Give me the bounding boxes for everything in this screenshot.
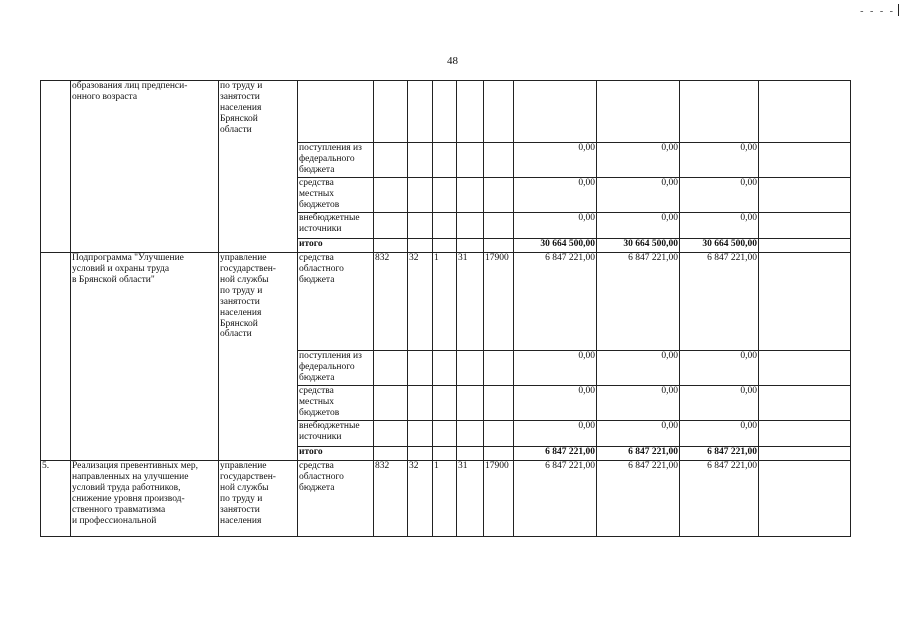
budget-table bbox=[40, 80, 851, 537]
total-value: 6 847 221,00 bbox=[514, 447, 597, 461]
total-value: 30 664 500,00 bbox=[597, 239, 680, 253]
value-cell: 0,00 bbox=[514, 143, 597, 178]
code-cell: 832 bbox=[374, 461, 408, 537]
value-cell bbox=[597, 81, 680, 143]
value-cell: 0,00 bbox=[597, 178, 680, 213]
corner-mark: - - - - bbox=[860, 6, 895, 17]
source-cell: средства местных бюджетов bbox=[298, 178, 374, 213]
value-cell bbox=[514, 81, 597, 143]
value-cell: 0,00 bbox=[680, 213, 759, 239]
code-cell: 31 bbox=[457, 461, 484, 537]
note-cell bbox=[759, 81, 851, 143]
code-cell: 32 bbox=[408, 253, 433, 351]
value-cell: 0,00 bbox=[597, 386, 680, 421]
note-cell bbox=[759, 461, 851, 537]
source-cell: поступления из федерального бюджета bbox=[298, 143, 374, 178]
source-cell bbox=[298, 81, 374, 143]
value-cell: 0,00 bbox=[597, 421, 680, 447]
value-cell: 6 847 221,00 bbox=[597, 461, 680, 537]
value-cell: 0,00 bbox=[514, 351, 597, 386]
table-row bbox=[41, 461, 851, 537]
row-number-cell: 5. bbox=[41, 461, 71, 537]
value-cell: 0,00 bbox=[597, 143, 680, 178]
code-cell bbox=[457, 81, 484, 143]
corner-bar bbox=[898, 4, 899, 16]
value-cell: 0,00 bbox=[514, 178, 597, 213]
total-label: итого bbox=[298, 447, 374, 461]
total-value: 30 664 500,00 bbox=[680, 239, 759, 253]
page-number: 48 bbox=[447, 55, 458, 67]
value-cell bbox=[680, 81, 759, 143]
value-cell: 0,00 bbox=[514, 386, 597, 421]
source-cell: средства областного бюджета bbox=[298, 253, 374, 351]
value-cell: 0,00 bbox=[680, 386, 759, 421]
table-row bbox=[41, 81, 851, 143]
value-cell: 6 847 221,00 bbox=[514, 253, 597, 351]
code-cell bbox=[433, 81, 457, 143]
code-cell: 31 bbox=[457, 253, 484, 351]
value-cell: 0,00 bbox=[680, 178, 759, 213]
code-cell bbox=[374, 81, 408, 143]
note-cell bbox=[759, 253, 851, 351]
source-cell: средства местных бюджетов bbox=[298, 386, 374, 421]
source-cell: внебюджетные источники bbox=[298, 421, 374, 447]
value-cell: 0,00 bbox=[597, 351, 680, 386]
value-cell: 0,00 bbox=[680, 351, 759, 386]
total-value: 6 847 221,00 bbox=[597, 447, 680, 461]
total-value: 6 847 221,00 bbox=[680, 447, 759, 461]
executor-cell: управление государствен- ной службы по труду и занятости населения Брянской области bbox=[219, 253, 298, 461]
code-cell bbox=[484, 81, 514, 143]
source-cell: внебюджетные источники bbox=[298, 213, 374, 239]
code-cell: 17900 bbox=[484, 461, 514, 537]
measure-name-cell: образования лиц предпенси- онного возраста bbox=[71, 81, 219, 253]
value-cell: 0,00 bbox=[514, 213, 597, 239]
code-cell bbox=[408, 81, 433, 143]
executor-cell: по труду и занятости населения Брянской области bbox=[219, 81, 298, 253]
value-cell: 6 847 221,00 bbox=[597, 253, 680, 351]
measure-name-cell: Реализация превентивных мер, направленных на улучшение условий труда работников, снижение уровня производ- ственного травматизма и профессиональной bbox=[71, 461, 219, 537]
executor-cell: управление государствен- ной службы по труду и занятости населения bbox=[219, 461, 298, 537]
code-cell: 832 bbox=[374, 253, 408, 351]
measure-name-cell: Подпрограмма "Улучшение условий и охраны труда в Брянской области" bbox=[71, 253, 219, 461]
source-cell: средства областного бюджета bbox=[298, 461, 374, 537]
value-cell: 6 847 221,00 bbox=[514, 461, 597, 537]
total-label: итого bbox=[298, 239, 374, 253]
code-cell: 17900 bbox=[484, 253, 514, 351]
table-row bbox=[41, 253, 851, 351]
value-cell: 6 847 221,00 bbox=[680, 253, 759, 351]
row-number-cell bbox=[41, 253, 71, 461]
code-cell: 1 bbox=[433, 253, 457, 351]
code-cell: 32 bbox=[408, 461, 433, 537]
code-cell: 1 bbox=[433, 461, 457, 537]
source-cell: поступления из федерального бюджета bbox=[298, 351, 374, 386]
value-cell: 6 847 221,00 bbox=[680, 461, 759, 537]
total-value: 30 664 500,00 bbox=[514, 239, 597, 253]
row-number-cell bbox=[41, 81, 71, 253]
value-cell: 0,00 bbox=[680, 421, 759, 447]
value-cell: 0,00 bbox=[680, 143, 759, 178]
value-cell: 0,00 bbox=[597, 213, 680, 239]
value-cell: 0,00 bbox=[514, 421, 597, 447]
